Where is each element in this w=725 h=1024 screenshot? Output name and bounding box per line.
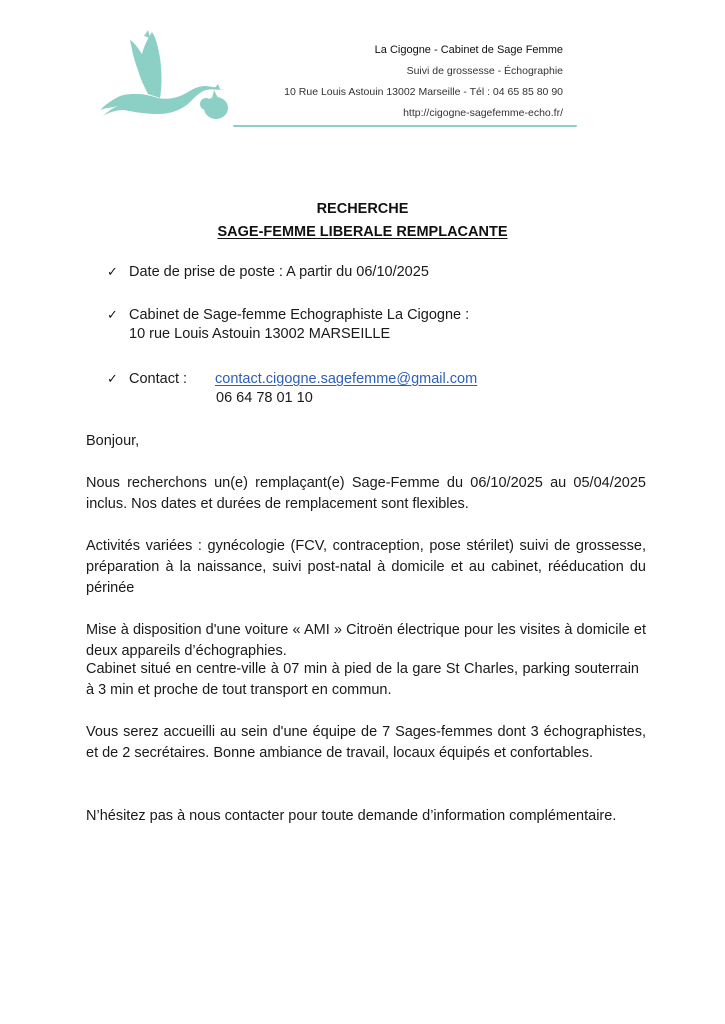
paragraph-activities: Activités variées : gynécologie (FCV, contraception, pose stérilet) suivi de grossesse, préparation à la naissance, suivi post-natal à domicile et au cabinet, rééducation du périnée xyxy=(86,538,646,596)
bullet-cabinet xyxy=(107,305,469,325)
greeting: Bonjour, xyxy=(86,433,140,449)
paragraph-vehicle: Mise à disposition d'une voiture « AMI » Citroën électrique pour les visites à domicile et deux appareils d’échographies. xyxy=(86,622,646,659)
checkmark-icon: ✓ xyxy=(107,264,118,279)
document-title: RECHERCHE xyxy=(316,201,409,217)
cabinet-name-text: Cabinet de Sage-femme Echographiste La Cigogne : xyxy=(129,307,470,323)
stork-carrying-baby-icon xyxy=(100,28,240,128)
contact-label: Contact : xyxy=(129,371,188,387)
checkmark-icon: ✓ xyxy=(107,307,118,322)
header-divider xyxy=(233,125,577,127)
contact-phone: 06 64 78 01 10 xyxy=(216,390,313,406)
paragraph-closing: N’hésitez pas à nous contacter pour toute demande d’information complémentaire. xyxy=(86,808,617,824)
cabinet-address-text: 10 rue Louis Astouin 13002 MARSEILLE xyxy=(129,326,391,342)
letterhead xyxy=(0,0,725,140)
address-phone: 10 Rue Louis Astouin 13002 Marseille - Tél : 04 65 85 80 90 xyxy=(284,86,563,98)
checkmark-icon: ✓ xyxy=(107,371,118,386)
letterhead-text xyxy=(284,40,563,124)
document-subtitle: SAGE-FEMME LIBERALE REMPLACANTE xyxy=(217,224,508,240)
bullet-start-date xyxy=(107,262,429,282)
contact-email-link[interactable]: contact.cigogne.sagefemme@gmail.com xyxy=(215,371,478,387)
bullet-contact xyxy=(107,369,477,389)
organization-name: La Cigogne - Cabinet de Sage Femme xyxy=(374,44,563,56)
website-link[interactable]: http://cigogne-sagefemme-echo.fr/ xyxy=(403,107,563,119)
paragraph-location: Cabinet situé en centre-ville à 07 min à pied de la gare St Charles, parking souterrain à 3 min et proche de tout transport en commun. xyxy=(86,661,639,698)
paragraph-team: Vous serez accueilli au sein d'une équipe de 7 Sages-femmes dont 3 échographistes, et de 2 secrétaires. Bonne ambiance de travail, locaux équipés et confortables. xyxy=(86,724,646,761)
tagline: Suivi de grossesse - Échographie xyxy=(406,65,563,77)
start-date-text: Date de prise de poste : A partir du 06/10/2025 xyxy=(129,264,429,280)
paragraph-dates: Nous recherchons un(e) remplaçant(e) Sage-Femme du 06/10/2025 au 05/04/2025 inclus. Nos dates et durées de remplacement sont flexibles. xyxy=(86,475,646,512)
